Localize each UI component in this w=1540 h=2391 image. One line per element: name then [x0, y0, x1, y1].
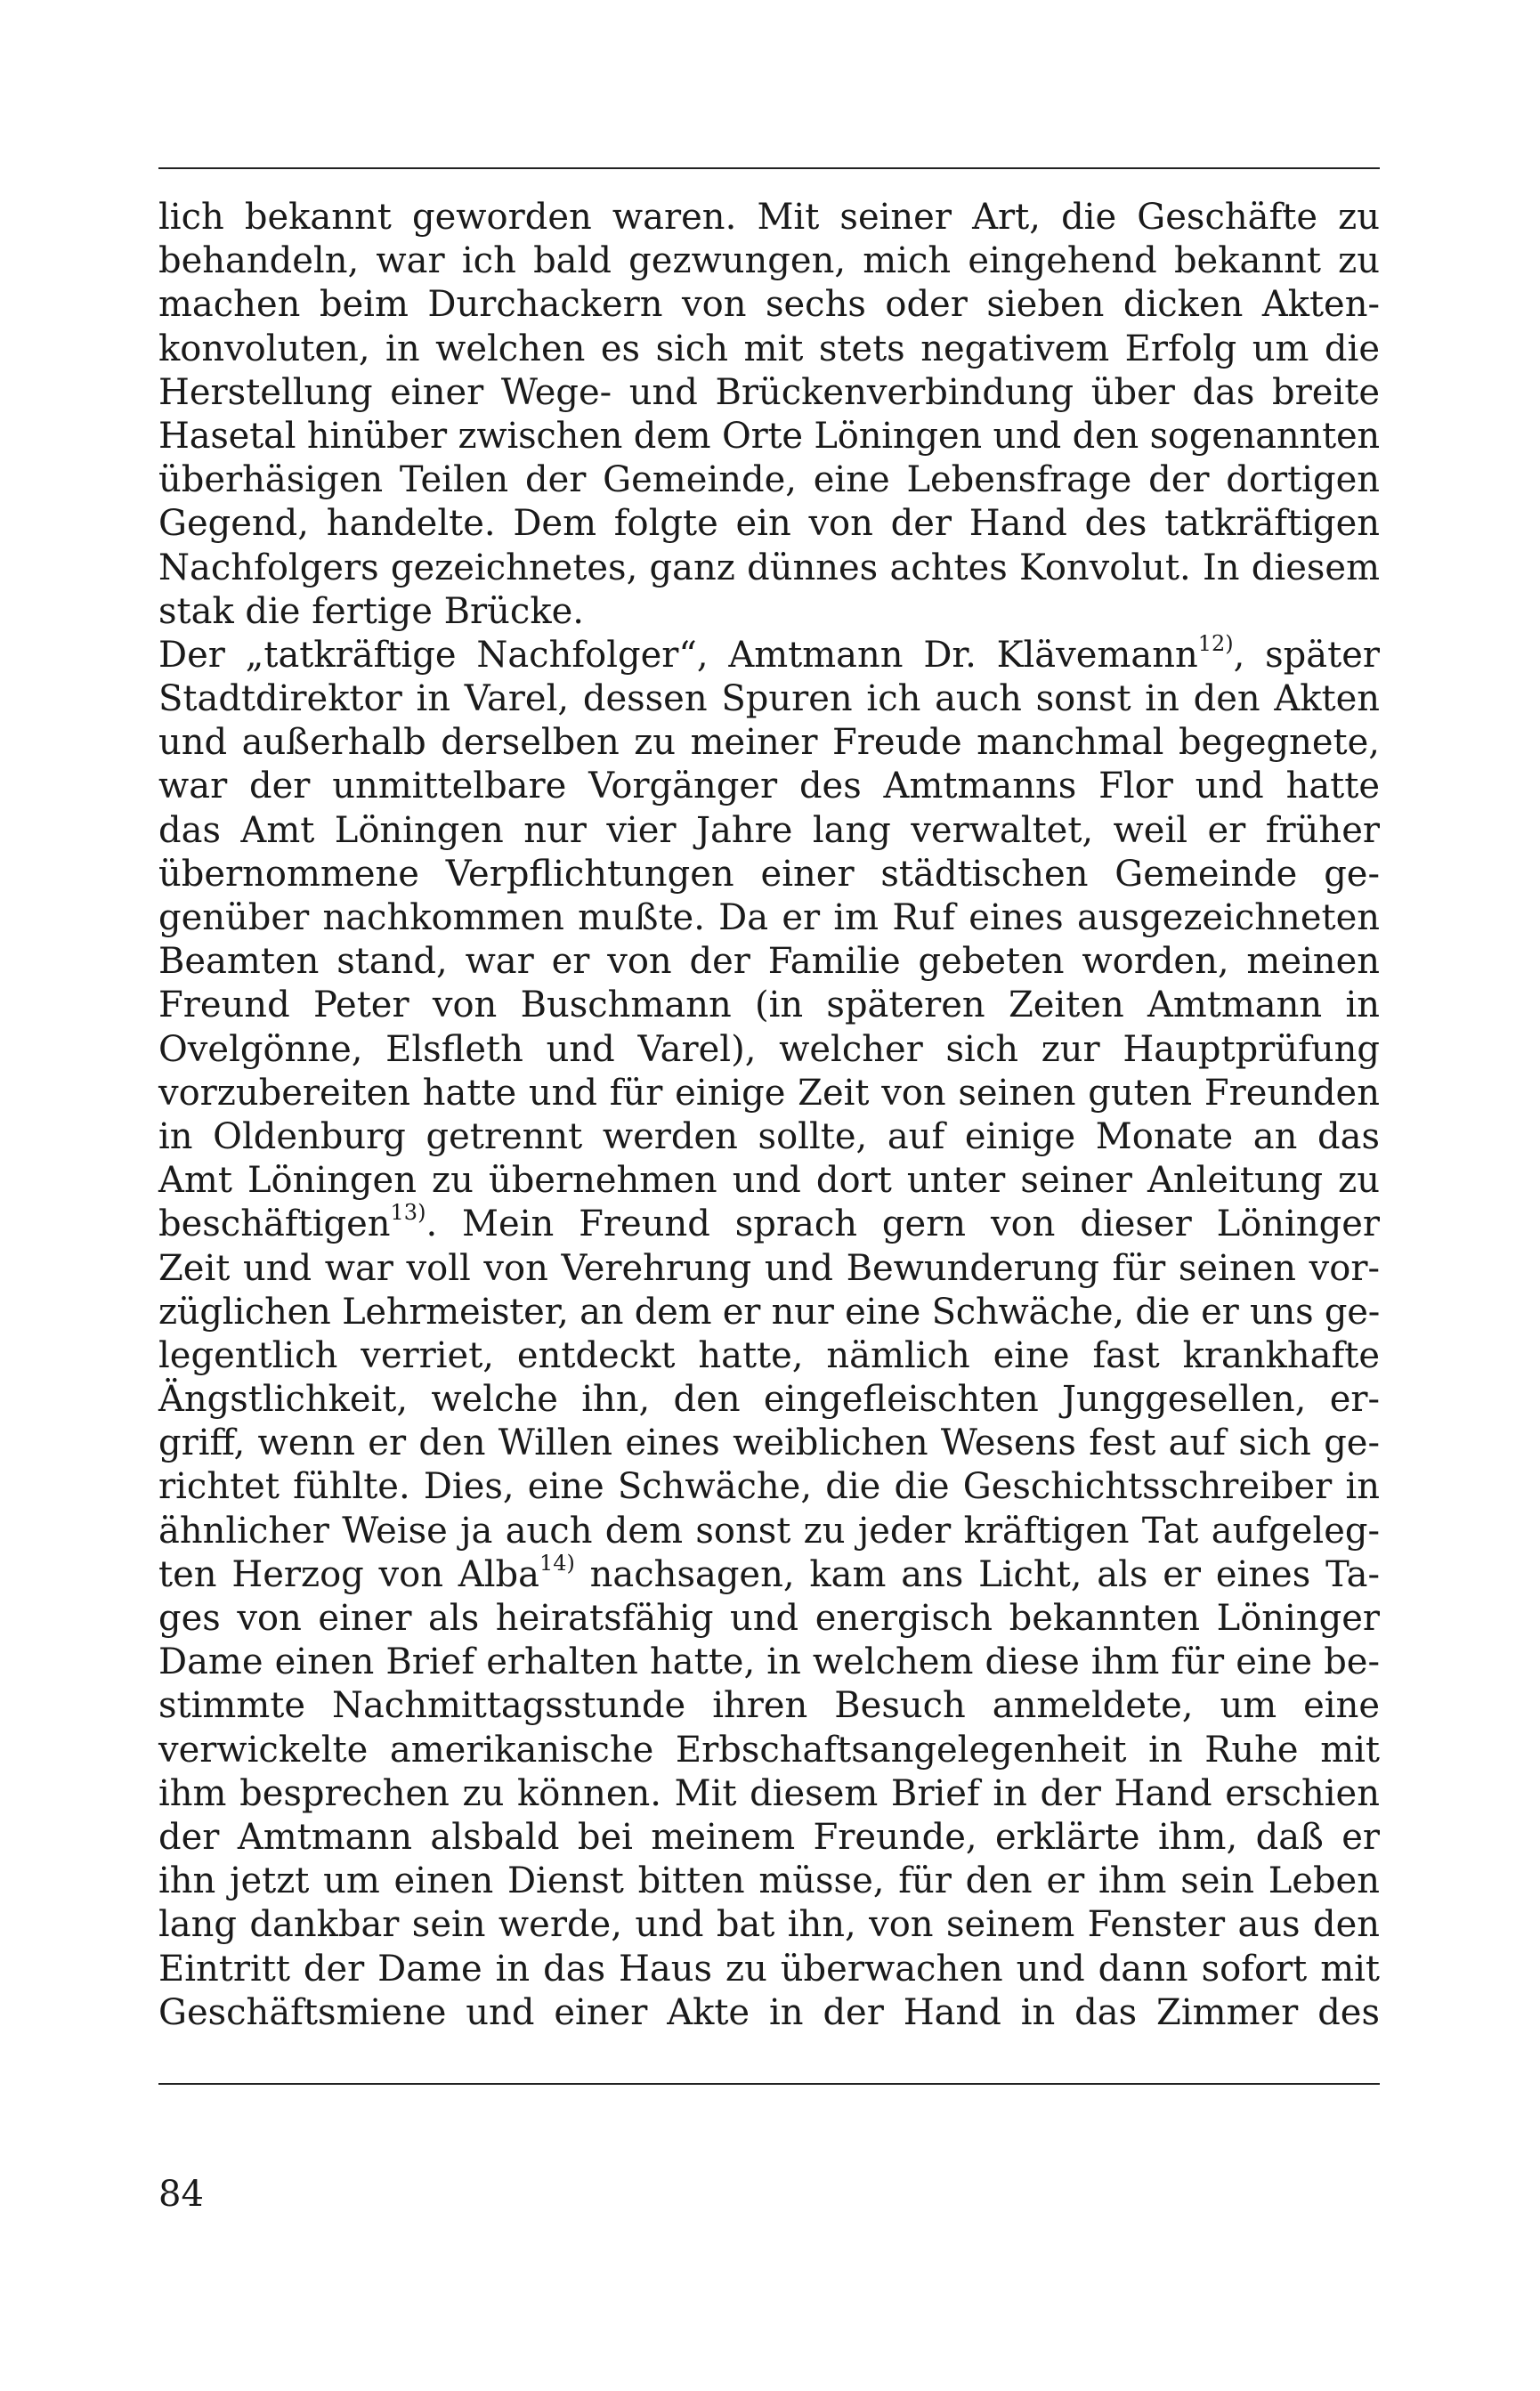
body-text: [158, 196, 1380, 2035]
text-line-content: in Oldenburg getrennt werden sollte, auf einige Monate an das: [158, 1115, 1380, 1157]
text-line-content: genüber nachkommen mußte. Da er im Ruf eines ausgezeichneten: [158, 897, 1380, 938]
footnote-marker: 14): [539, 1550, 575, 1576]
text-line: [158, 809, 1380, 853]
text-line: [158, 1903, 1380, 1947]
text-line-content: Hasetal hinüber zwischen dem Orte Löningen und den sogenannten: [158, 415, 1380, 457]
text-line-content: griff, wenn er den Willen eines weiblichen Wesens fest auf sich ge-: [158, 1422, 1380, 1464]
text-line-content: Eintritt der Dame in das Haus zu überwachen und dann sofort mit: [158, 1948, 1380, 1990]
text-line-content: vorzubereiten hatte und für einige Zeit von seinen guten Freunden: [158, 1072, 1380, 1114]
text-line-content: richtet fühlte. Dies, eine Schwäche, die die Geschichtsschreiber in: [158, 1466, 1380, 1508]
text-line-content: züglichen Lehrmeister, an dem er nur eine Schwäche, die er uns ge-: [158, 1291, 1380, 1333]
text-line: [158, 1247, 1380, 1291]
text-line: [158, 1072, 1380, 1115]
text-line: [158, 1597, 1380, 1641]
text-line: [158, 677, 1380, 721]
text-line-content: Beamten stand, war er von der Familie gebeten worden, meinen: [158, 941, 1380, 983]
text-line-content: lang dankbar sein werde, und bat ihn, von seinem Fenster aus den: [158, 1904, 1380, 1946]
text-line-content: Nachfolgers gezeichnetes, ganz dünnes achtes Konvolut. In diesem: [158, 547, 1380, 588]
top-rule: [158, 167, 1380, 169]
text-line-content: Herstellung einer Wege- und Brückenverbindung über das breite: [158, 371, 1380, 413]
text-line-content: Freund Peter von Buschmann (in späteren Zeiten Amtmann in: [158, 985, 1380, 1026]
text-line-content: ges von einer als heiratsfähig und energisch bekannten Löninger: [158, 1598, 1380, 1639]
text-line-content: Gegend, handelte. Dem folgte ein von der Hand des tatkräftigen: [158, 503, 1380, 545]
footnote-marker: 13): [390, 1200, 426, 1226]
text-line: [158, 1510, 1380, 1553]
text-line-content: beschäftigen: [158, 1204, 391, 1245]
page-number: 84: [158, 2174, 204, 2215]
text-line-content: konvoluten, in welchen es sich mit stets negativem Erfolg um die: [158, 328, 1380, 369]
text-line: [158, 1772, 1380, 1816]
text-line-content: lich bekannt geworden waren. Mit seiner Art, die Geschäfte zu: [158, 197, 1380, 238]
footnote-marker: 12): [1197, 630, 1234, 656]
text-line-content: behandeln, war ich bald gezwungen, mich eingehend bekannt zu: [158, 240, 1380, 282]
text-line: [158, 371, 1380, 415]
text-line-content: war der unmittelbare Vorgänger des Amtmanns Flor und hatte: [158, 766, 1380, 807]
text-line: [158, 896, 1380, 940]
text-line: [158, 1729, 1380, 1772]
text-line: [158, 1159, 1380, 1203]
text-line: [158, 1200, 1380, 1246]
text-line: [158, 765, 1380, 808]
text-line: [158, 458, 1380, 502]
text-line-content: stimmte Nachmittagsstunde ihren Besuch anmeldete, um eine: [158, 1685, 1380, 1727]
text-line: [158, 1028, 1380, 1072]
text-line-content: und außerhalb derselben zu meiner Freude manchmal begegnete,: [158, 722, 1380, 764]
text-line: [158, 1948, 1380, 1991]
text-line: [158, 940, 1380, 984]
text-line: [158, 1465, 1380, 1509]
bottom-rule: [158, 2083, 1380, 2085]
text-line-content: überhäsigen Teilen der Gemeinde, eine Lebensfrage der dortigen: [158, 459, 1380, 501]
text-line: [158, 1816, 1380, 1860]
text-line: [158, 721, 1380, 765]
text-line: [158, 196, 1380, 239]
text-line: [158, 1115, 1380, 1159]
text-line: [158, 853, 1380, 896]
text-line: [158, 590, 1380, 634]
text-line-content: Amt Löningen zu übernehmen und dort unter seiner Anleitung zu: [158, 1160, 1380, 1202]
text-line-continuation: . Mein Freund sprach gern von dieser Löninger: [426, 1204, 1380, 1245]
text-line: [158, 1291, 1380, 1334]
text-line-continuation: nachsagen, kam ans Licht, als er eines Ta-: [574, 1553, 1381, 1595]
text-line-content: Dame einen Brief erhalten hatte, in welchem diese ihm für eine be-: [158, 1641, 1380, 1683]
text-line: [158, 630, 1380, 677]
text-line: [158, 1684, 1380, 1728]
text-line-content: Geschäftsmiene und einer Akte in der Hand in das Zimmer des: [158, 1991, 1380, 2033]
text-line-content: übernommene Verpflichtungen einer städtischen Gemeinde ge-: [158, 853, 1380, 895]
text-line-content: das Amt Löningen nur vier Jahre lang verwaltet, weil er früher: [158, 809, 1380, 851]
text-line-content: ihm besprechen zu können. Mit diesem Brief in der Hand erschien: [158, 1772, 1380, 1814]
text-line-content: der Amtmann alsbald bei meinem Freunde, erklärte ihm, daß er: [158, 1816, 1380, 1858]
text-line: [158, 415, 1380, 458]
text-line-content: ten Herzog von Alba: [158, 1553, 539, 1595]
text-line: [158, 1860, 1380, 1903]
text-line-content: Ängstlichkeit, welche ihn, den eingefleischten Junggesellen, er-: [158, 1379, 1380, 1421]
text-line-content: verwickelte amerikanische Erbschaftsangelegenheit in Ruhe mit: [158, 1729, 1380, 1771]
text-line: [158, 1422, 1380, 1465]
text-line-content: Zeit und war voll von Verehrung und Bewunderung für seinen vor-: [158, 1247, 1380, 1289]
text-line-content: ähnlicher Weise ja auch dem sonst zu jeder kräftigen Tat aufgeleg-: [158, 1510, 1380, 1552]
text-line: [158, 1991, 1380, 2035]
text-line: [158, 1641, 1380, 1684]
text-line: [158, 1550, 1381, 1597]
text-line-continuation: , später: [1233, 634, 1380, 676]
text-line: [158, 283, 1380, 327]
text-line-content: Stadtdirektor in Varel, dessen Spuren ich auch sonst in den Akten: [158, 678, 1380, 720]
text-line: [158, 239, 1380, 283]
text-line-content: stak die fertige Brücke.: [158, 590, 584, 632]
text-line-content: ihn jetzt um einen Dienst bitten müsse, für den er ihm sein Leben: [158, 1860, 1380, 1902]
text-line: [158, 547, 1380, 590]
text-line-content: Ovelgönne, Elsfleth und Varel), welcher sich zur Hauptprüfung: [158, 1028, 1380, 1070]
text-line-content: Der „tatkräftige Nachfolger“, Amtmann Dr. Klävemann: [158, 634, 1198, 676]
text-line: [158, 328, 1380, 371]
text-line-content: legentlich verriet, entdeckt hatte, nämlich eine fast krankhafte: [158, 1334, 1380, 1376]
text-line: [158, 1378, 1380, 1422]
text-line-content: machen beim Durchackern von sechs oder sieben dicken Akten-: [158, 284, 1380, 326]
text-line: [158, 1334, 1380, 1378]
text-line: [158, 984, 1380, 1027]
text-line: [158, 502, 1380, 546]
